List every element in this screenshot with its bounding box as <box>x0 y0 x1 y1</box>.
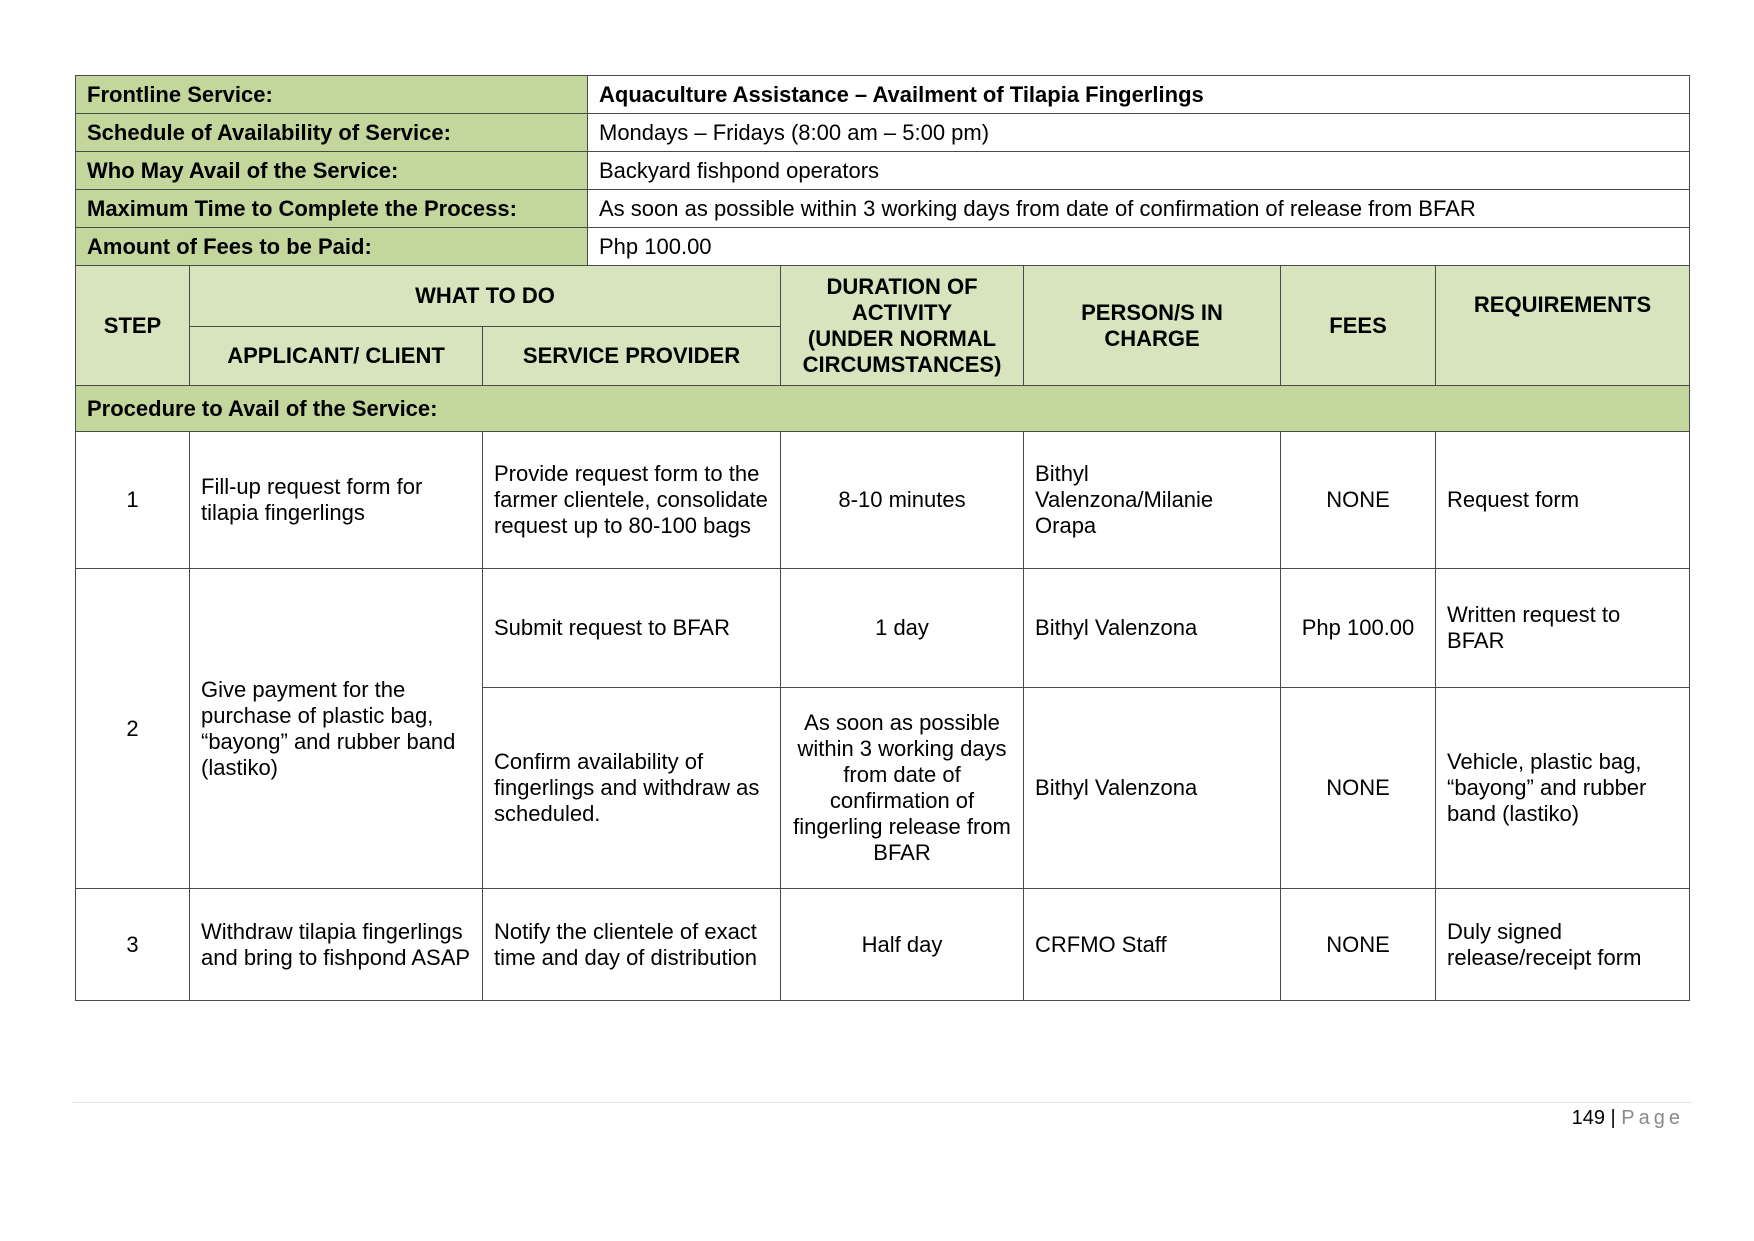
person-cell: Bithyl Valenzona <box>1024 688 1281 889</box>
requirements-cell: Vehicle, plastic bag, “bayong” and rubber band (lastiko) <box>1436 688 1690 889</box>
applicant-cell: Withdraw tilapia fingerlings and bring to fishpond ASAP <box>190 889 483 1001</box>
header-person-line-2: CHARGE <box>1104 325 1200 351</box>
applicant-cell: Give payment for the purchase of plastic bag, “bayong” and rubber band (lastiko) <box>190 569 483 889</box>
applicant-cell: Fill-up request form for tilapia fingerlings <box>190 432 483 569</box>
header-row-1 <box>76 266 1690 327</box>
header-requirements: REQUIREMENTS <box>1436 266 1690 386</box>
procedure-title: Procedure to Avail of the Service: <box>76 386 1690 432</box>
step-cell: 2 <box>76 569 190 889</box>
requirements-cell: Written request to BFAR <box>1436 569 1690 688</box>
person-cell: Bithyl Valenzona/Milanie Orapa <box>1024 432 1281 569</box>
procedure-title-row <box>76 386 1690 432</box>
table-row <box>76 569 1690 688</box>
who-may-avail-value: Backyard fishpond operators <box>588 152 1690 190</box>
frontline-service-row <box>76 76 1690 114</box>
fees-row <box>76 228 1690 266</box>
schedule-label: Schedule of Availability of Service: <box>76 114 588 152</box>
fees-cell: NONE <box>1281 432 1436 569</box>
citizen-charter-page <box>75 75 1689 1001</box>
page-number: 149 <box>1571 1107 1605 1129</box>
fees-cell: NONE <box>1281 688 1436 889</box>
provider-cell: Submit request to BFAR <box>483 569 781 688</box>
person-cell: Bithyl Valenzona <box>1024 569 1281 688</box>
duration-cell: Half day <box>781 889 1024 1001</box>
page-word: Page <box>1621 1107 1684 1129</box>
max-time-row <box>76 190 1690 228</box>
fees-cell: NONE <box>1281 889 1436 1001</box>
header-person-line-1: PERSON/S IN <box>1081 299 1223 325</box>
frontline-service-label: Frontline Service: <box>76 76 588 114</box>
header-service-provider: SERVICE PROVIDER <box>483 327 781 386</box>
page-number-footer <box>1572 1107 1684 1130</box>
header-what-to-do: WHAT TO DO <box>190 266 781 327</box>
frontline-service-value: Aquaculture Assistance – Availment of Tilapia Fingerlings <box>588 76 1690 114</box>
header-step: STEP <box>76 266 190 386</box>
schedule-value: Mondays – Fridays (8:00 am – 5:00 pm) <box>588 114 1690 152</box>
requirements-cell: Duly signed release/receipt form <box>1436 889 1690 1001</box>
header-applicant: APPLICANT/ CLIENT <box>190 327 483 386</box>
schedule-row <box>76 114 1690 152</box>
step-cell: 1 <box>76 432 190 569</box>
duration-cell: As soon as possible within 3 working days from date of confirmation of fingerling release from BFAR <box>781 688 1024 889</box>
table-row <box>76 889 1690 1001</box>
fees-label: Amount of Fees to be Paid: <box>76 228 588 266</box>
header-duration-line-2: ACTIVITY <box>851 299 953 325</box>
max-time-label: Maximum Time to Complete the Process: <box>76 190 588 228</box>
header-person-in-charge <box>1024 266 1281 386</box>
person-cell: CRFMO Staff <box>1024 889 1281 1001</box>
who-may-avail-row <box>76 152 1690 190</box>
footer-divider <box>72 1102 1692 1103</box>
header-duration-line-1: DURATION OF <box>826 273 978 299</box>
provider-cell: Notify the clientele of exact time and day of distribution <box>483 889 781 1001</box>
header-duration-line-4: CIRCUMSTANCES) <box>802 351 1002 377</box>
provider-cell: Confirm availability of fingerlings and withdraw as scheduled. <box>483 688 781 889</box>
requirements-cell: Request form <box>1436 432 1690 569</box>
step-cell: 3 <box>76 889 190 1001</box>
who-may-avail-label: Who May Avail of the Service: <box>76 152 588 190</box>
duration-cell: 1 day <box>781 569 1024 688</box>
provider-cell: Provide request form to the farmer clientele, consolidate request up to 80-100 bags <box>483 432 781 569</box>
header-duration-line-3: (UNDER NORMAL <box>807 325 997 351</box>
header-duration <box>781 266 1024 386</box>
page-separator: | <box>1610 1107 1616 1129</box>
service-info-table <box>75 75 1690 266</box>
header-fees: FEES <box>1281 266 1436 386</box>
procedure-table <box>75 265 1690 1001</box>
max-time-value: As soon as possible within 3 working days from date of confirmation of release from BFAR <box>588 190 1690 228</box>
fees-cell: Php 100.00 <box>1281 569 1436 688</box>
table-row <box>76 432 1690 569</box>
fees-value: Php 100.00 <box>588 228 1690 266</box>
duration-cell: 8-10 minutes <box>781 432 1024 569</box>
